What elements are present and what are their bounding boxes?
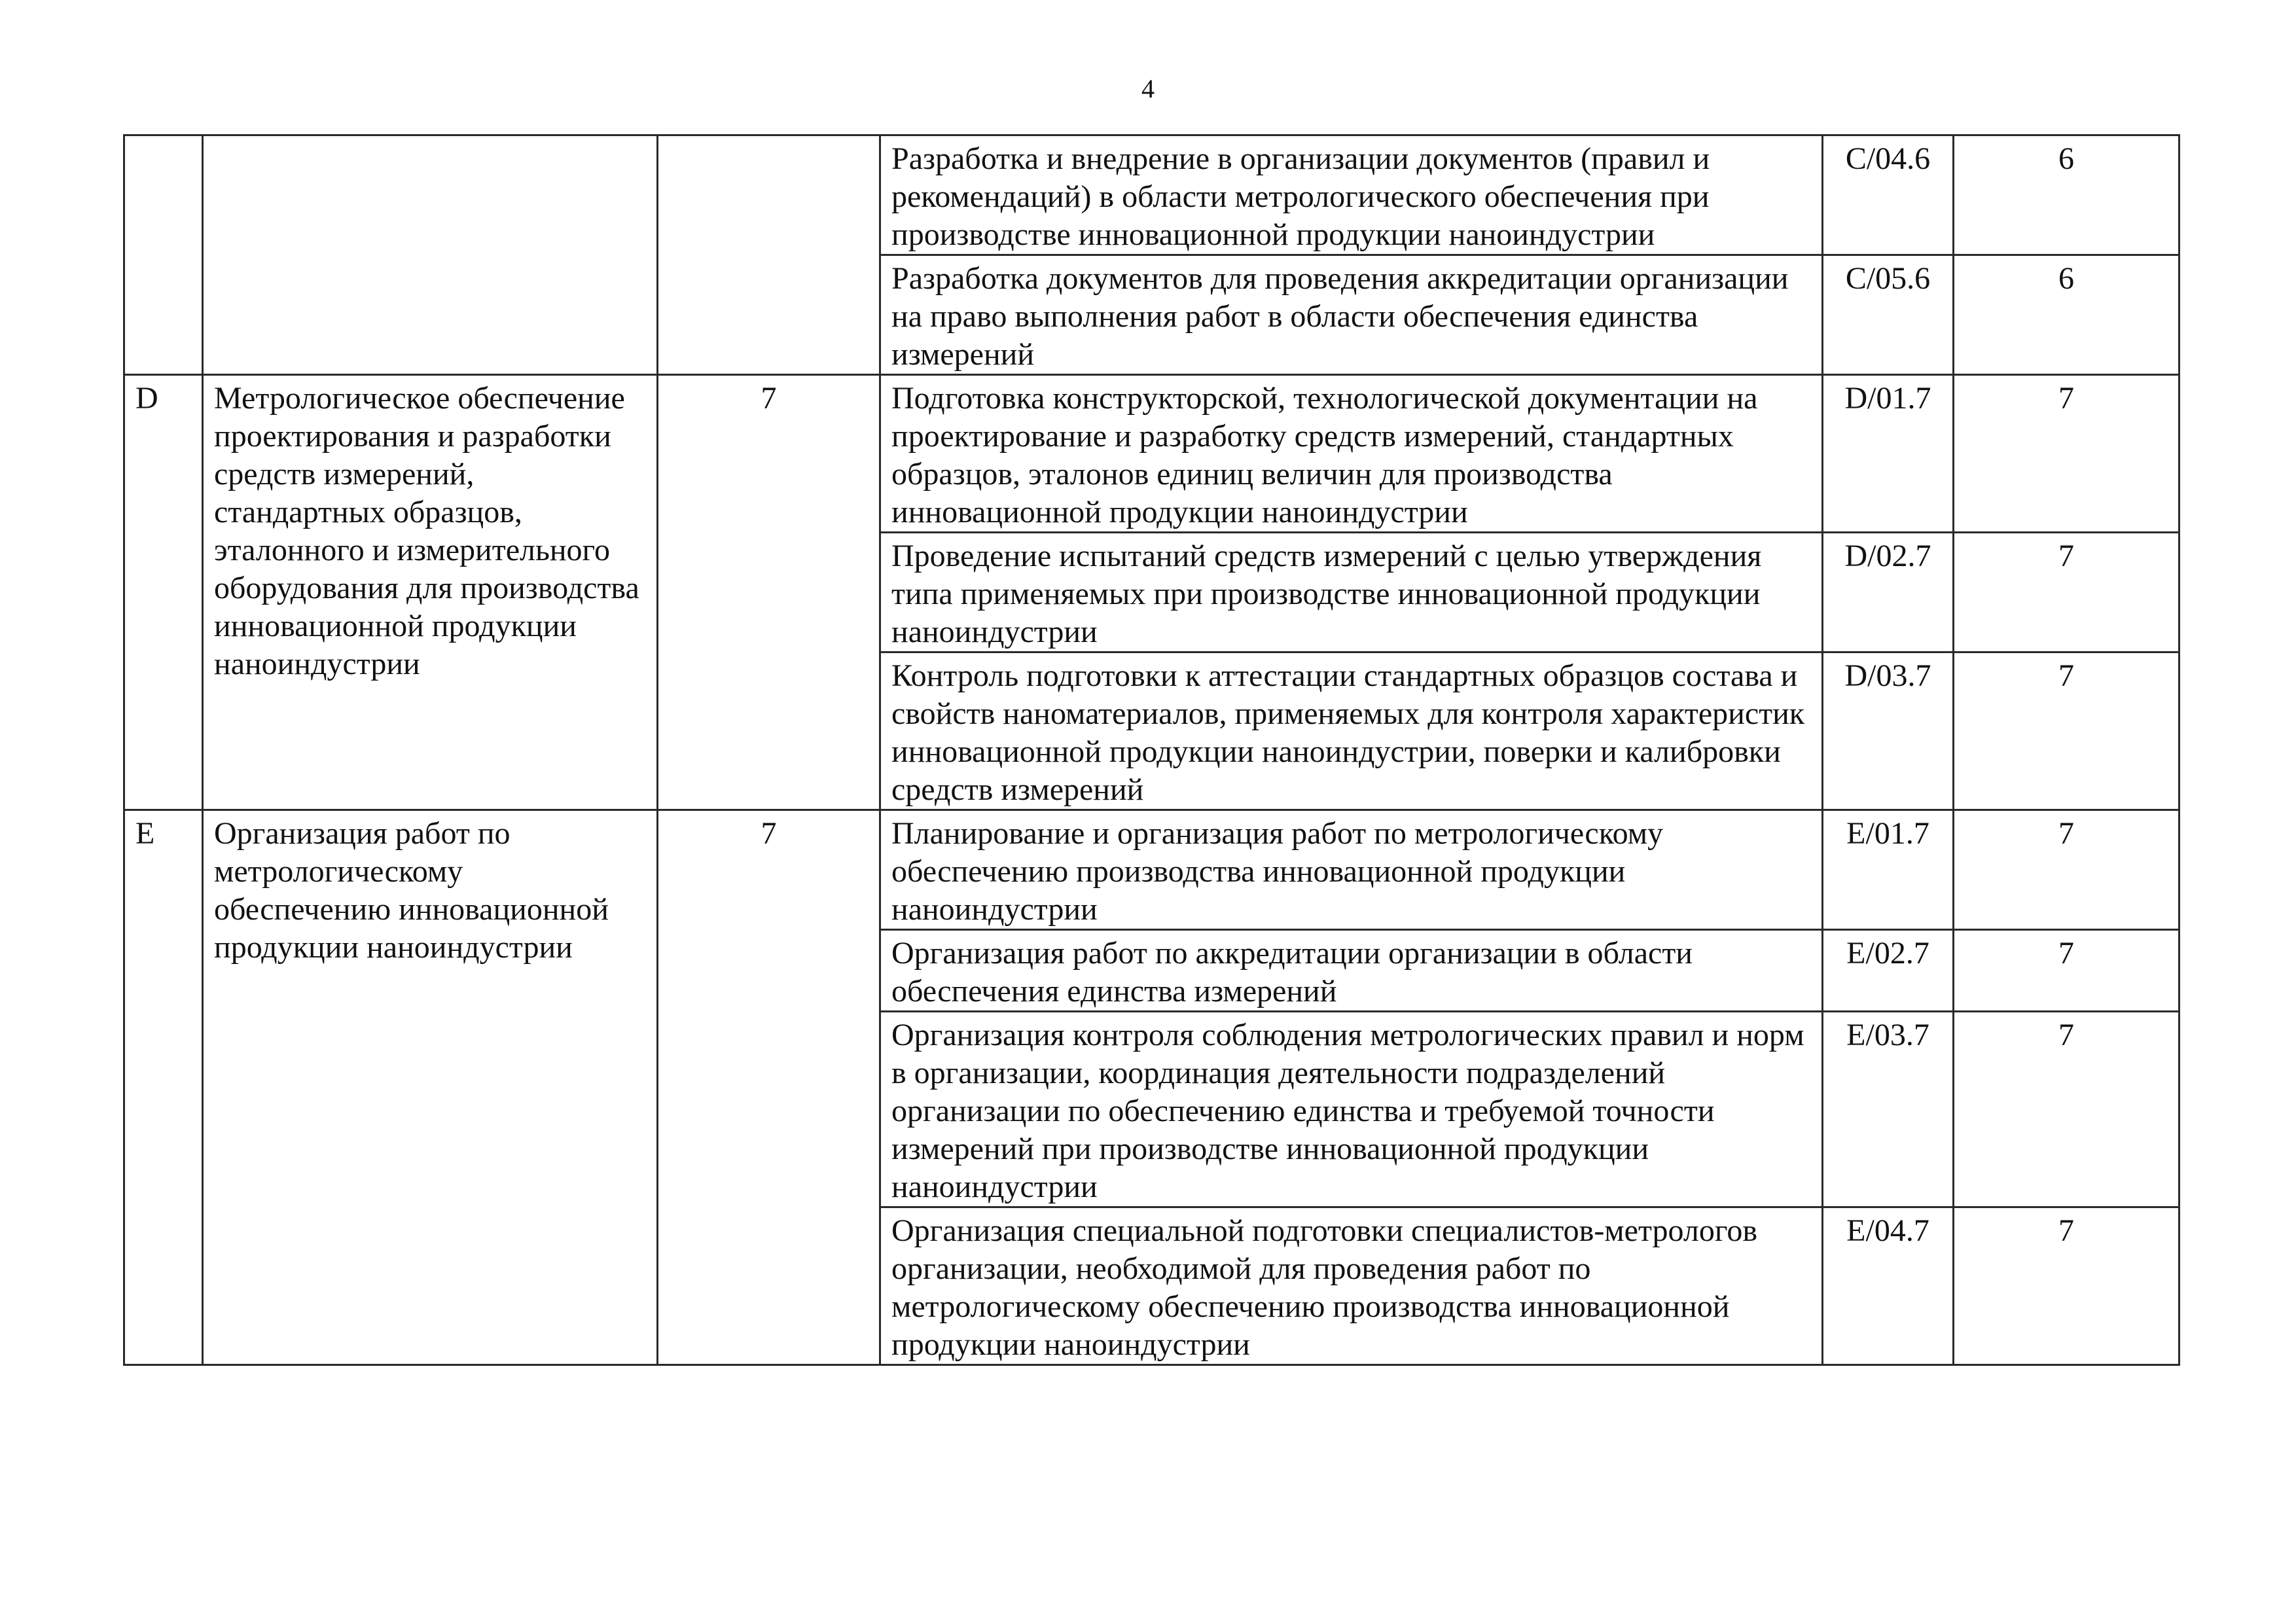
labor-function-name: Организация контроля соблюдения метрологических правил и норм в организации, координация деятельности подразделений организации по обеспечению единства и требуемой точности измерений при производстве инновационной продукции наноиндустрии <box>880 1012 1823 1207</box>
generalized-function-name: Организация работ по метрологическому обеспечению инновационной продукции наноиндустрии <box>203 810 658 1365</box>
labor-function-code: E/02.7 <box>1823 930 1954 1012</box>
labor-function-level: 6 <box>1954 255 2179 375</box>
labor-function-name: Планирование и организация работ по метрологическому обеспечению производства инновационной продукции наноиндустрии <box>880 810 1823 930</box>
labor-function-level: 7 <box>1954 810 2179 930</box>
labor-function-name: Контроль подготовки к аттестации стандартных образцов состава и свойств наноматериалов, применяемых для контроля характеристик инновационной продукции наноиндустрии, поверки и калибровки средств измерений <box>880 652 1823 810</box>
generalized-function-name <box>203 135 658 375</box>
labor-function-code: E/01.7 <box>1823 810 1954 930</box>
page-number: 4 <box>1141 74 1155 103</box>
generalized-function-name: Метрологическое обеспечение проектирования и разработки средств измерений, стандартных образцов, эталонного и измерительного оборудования для производства инновационной продукции наноиндустрии <box>203 375 658 810</box>
labor-function-code: D/03.7 <box>1823 652 1954 810</box>
qualification-level <box>658 135 880 375</box>
labor-function-code: D/01.7 <box>1823 375 1954 533</box>
labor-function-name: Организация специальной подготовки специалистов-метрологов организации, необходимой для проведения работ по метрологическому обеспечению производства инновационной продукции наноиндустрии <box>880 1207 1823 1365</box>
labor-function-level: 6 <box>1954 135 2179 255</box>
qualification-level: 7 <box>658 810 880 1365</box>
labor-function-name: Подготовка конструкторской, технологической документации на проектирование и разработку средств измерений, стандартных образцов, эталонов единиц величин для производства инновационной продукции наноиндустрии <box>880 375 1823 533</box>
labor-function-name: Организация работ по аккредитации организации в области обеспечения единства измерений <box>880 930 1823 1012</box>
labor-function-name: Разработка документов для проведения аккредитации организации на право выполнения работ в области обеспечения единства измерений <box>880 255 1823 375</box>
labor-function-level: 7 <box>1954 1012 2179 1207</box>
labor-function-level: 7 <box>1954 533 2179 652</box>
labor-function-code: E/03.7 <box>1823 1012 1954 1207</box>
generalized-function-code <box>124 135 203 375</box>
labor-function-name: Проведение испытаний средств измерений с целью утверждения типа применяемых при производстве инновационной продукции наноиндустрии <box>880 533 1823 652</box>
table-row <box>124 810 2179 930</box>
qualification-level: 7 <box>658 375 880 810</box>
labor-function-code: C/05.6 <box>1823 255 1954 375</box>
labor-function-code: E/04.7 <box>1823 1207 1954 1365</box>
table-row <box>124 375 2179 533</box>
generalized-function-code: D <box>124 375 203 810</box>
labor-function-level: 7 <box>1954 652 2179 810</box>
table-row <box>124 135 2179 255</box>
labor-function-level: 7 <box>1954 375 2179 533</box>
labor-functions-table <box>123 134 2180 1366</box>
labor-function-code: D/02.7 <box>1823 533 1954 652</box>
labor-function-name: Разработка и внедрение в организации документов (правил и рекомендаций) в области метрологического обеспечения при производстве инновационной продукции наноиндустрии <box>880 135 1823 255</box>
labor-function-code: C/04.6 <box>1823 135 1954 255</box>
labor-function-level: 7 <box>1954 930 2179 1012</box>
labor-function-level: 7 <box>1954 1207 2179 1365</box>
generalized-function-code: E <box>124 810 203 1365</box>
